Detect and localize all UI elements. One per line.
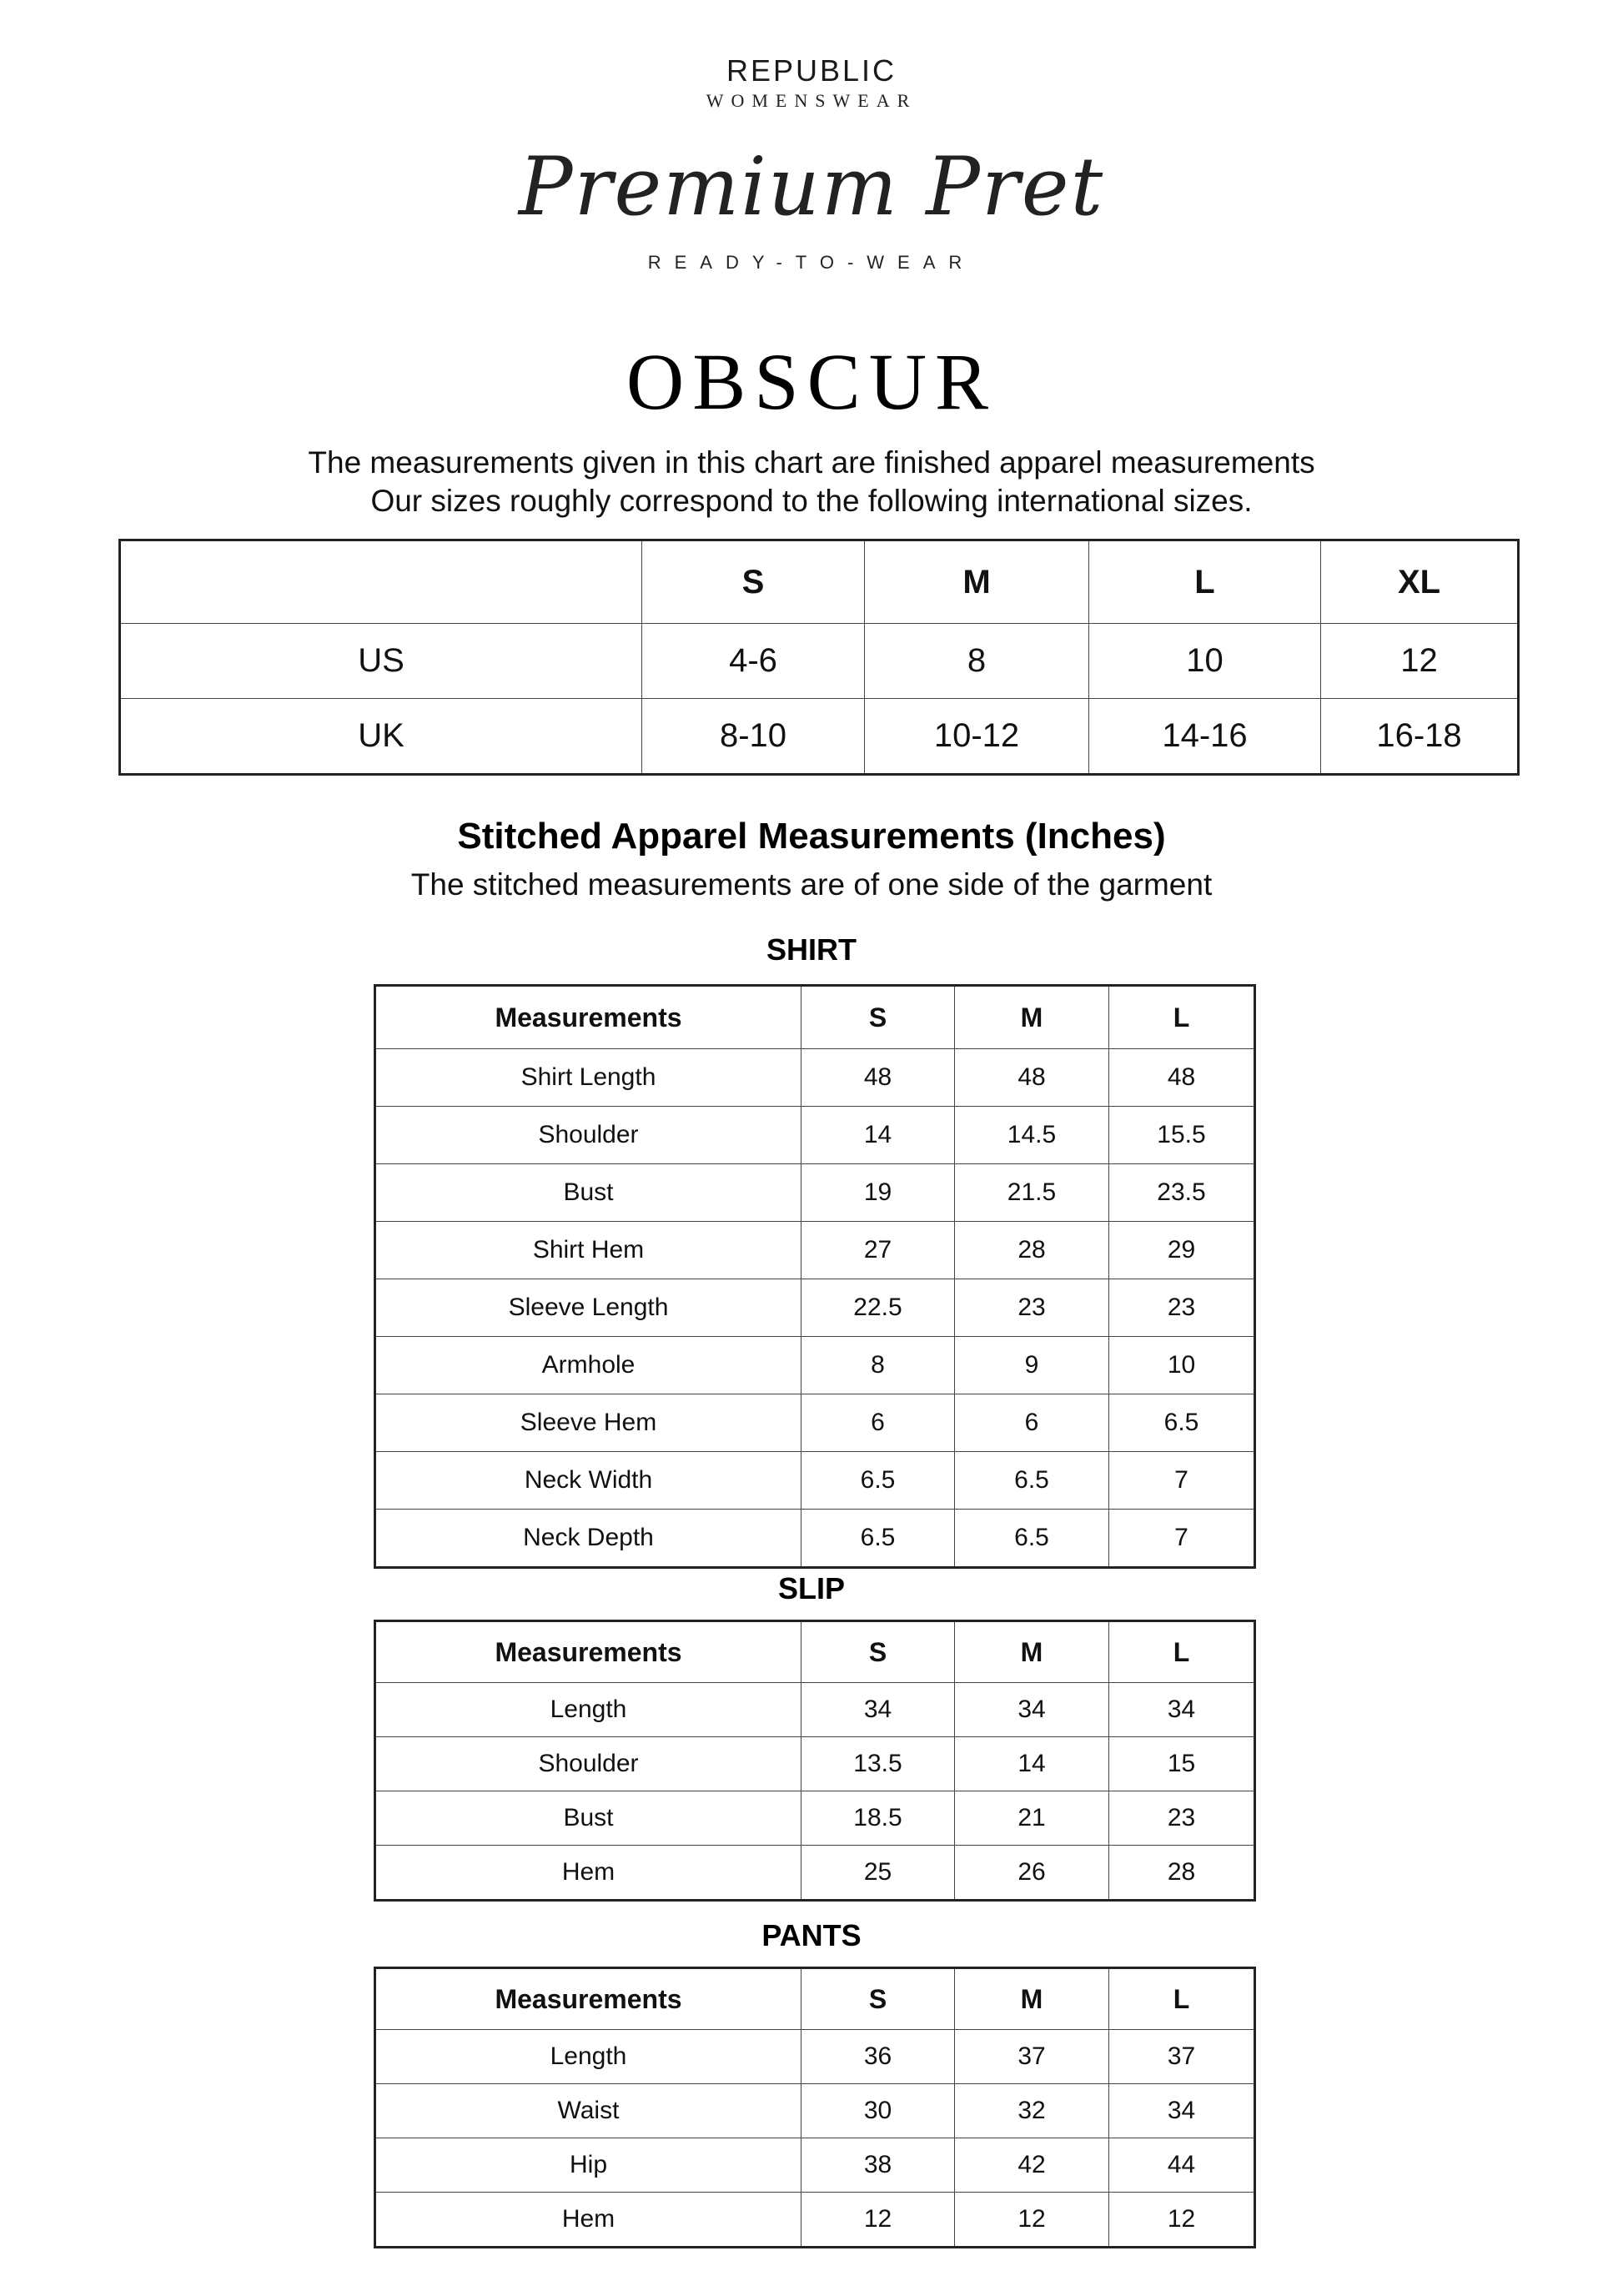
table-header-cell: M: [955, 986, 1109, 1049]
row-label: Sleeve Length: [375, 1279, 801, 1337]
intro-line-1: The measurements given in this chart are finished apparel measurements: [308, 445, 1315, 480]
table-header-cell: M: [865, 540, 1089, 624]
table-cell: 48: [955, 1049, 1109, 1107]
table-cell: 14-16: [1089, 699, 1321, 775]
table-cell: 38: [801, 2138, 955, 2193]
table-cell: 6.5: [801, 1452, 955, 1510]
table-cell: 28: [1109, 1846, 1255, 1901]
table-row: [375, 2084, 1255, 2138]
section-title: Stitched Apparel Measurements (Inches): [457, 816, 1166, 857]
table-header-cell: L: [1109, 1968, 1255, 2030]
section-subtitle: The stitched measurements are of one side of the garment: [410, 867, 1213, 902]
table-cell: 48: [801, 1049, 955, 1107]
table-cell: 10-12: [865, 699, 1089, 775]
intro-line-2: Our sizes roughly correspond to the following international sizes.: [370, 484, 1253, 518]
table-cell: 23: [955, 1279, 1109, 1337]
row-label: Hem: [375, 2193, 801, 2248]
table-row: [375, 1222, 1255, 1279]
table-cell: 8-10: [642, 699, 865, 775]
table-header-cell: S: [801, 1968, 955, 2030]
table-cell: 48: [1109, 1049, 1255, 1107]
table-cell: 23: [1109, 1279, 1255, 1337]
table-row: [375, 1164, 1255, 1222]
table-cell: 27: [801, 1222, 955, 1279]
row-label: Shoulder: [375, 1737, 801, 1791]
table-cell: 12: [955, 2193, 1109, 2248]
table-cell: 6.5: [1109, 1394, 1255, 1452]
table-row: [120, 624, 1519, 699]
table-row: [375, 1394, 1255, 1452]
table-header-cell: L: [1089, 540, 1321, 624]
pants-table-title: PANTS: [761, 1918, 862, 1952]
table-header-cell: Measurements: [375, 1621, 801, 1683]
table-cell: 44: [1109, 2138, 1255, 2193]
table-cell: 23.5: [1109, 1164, 1255, 1222]
brand-name: REPUBLIC: [726, 53, 897, 88]
table-cell: 22.5: [801, 1279, 955, 1337]
table-header-cell: L: [1109, 1621, 1255, 1683]
row-label: Length: [375, 1683, 801, 1737]
shirt-measurement-table: [374, 984, 1256, 1569]
table-cell: 30: [801, 2084, 955, 2138]
table-cell: 21.5: [955, 1164, 1109, 1222]
row-label: UK: [120, 699, 642, 775]
table-header-row: [120, 540, 1519, 624]
table-cell: 37: [955, 2030, 1109, 2084]
table-row: [375, 1107, 1255, 1164]
table-cell: 6.5: [955, 1510, 1109, 1568]
table-cell: 42: [955, 2138, 1109, 2193]
table-cell: 23: [1109, 1791, 1255, 1846]
table-cell: 10: [1109, 1337, 1255, 1394]
table-row: [375, 1683, 1255, 1737]
table-cell: 10: [1089, 624, 1321, 699]
table-cell: 32: [955, 2084, 1109, 2138]
table-cell: 12: [801, 2193, 955, 2248]
row-label: Hip: [375, 2138, 801, 2193]
table-header-cell: M: [955, 1621, 1109, 1683]
table-cell: 36: [801, 2030, 955, 2084]
table-cell: 6: [801, 1394, 955, 1452]
table-header-row: [375, 1968, 1255, 2030]
table-row: [375, 1337, 1255, 1394]
international-size-table: [118, 539, 1520, 776]
table-cell: 37: [1109, 2030, 1255, 2084]
table-cell: 12: [1321, 624, 1519, 699]
table-cell: 18.5: [801, 1791, 955, 1846]
table-header-row: [375, 1621, 1255, 1683]
table-header-cell: Measurements: [375, 1968, 801, 2030]
shirt-table-title: SHIRT: [766, 932, 857, 967]
table-cell: 25: [801, 1846, 955, 1901]
table-row: [375, 1279, 1255, 1337]
slip-table-title: SLIP: [777, 1571, 845, 1605]
table-cell: 19: [801, 1164, 955, 1222]
table-cell: 12: [1109, 2193, 1255, 2248]
pants-measurement-table: [374, 1967, 1256, 2248]
table-row: [375, 1452, 1255, 1510]
table-cell: 14: [801, 1107, 955, 1164]
brand-line-tagline: READY-TO-WEAR: [647, 252, 976, 273]
table-cell: 8: [801, 1337, 955, 1394]
row-label: Sleeve Hem: [375, 1394, 801, 1452]
row-label: Hem: [375, 1846, 801, 1901]
row-label: Neck Depth: [375, 1510, 801, 1568]
brand-subname: WOMENSWEAR: [706, 90, 917, 111]
row-label: Length: [375, 2030, 801, 2084]
slip-measurement-table: [374, 1620, 1256, 1902]
table-row: [375, 1737, 1255, 1791]
table-cell: 34: [801, 1683, 955, 1737]
table-header-cell: Measurements: [375, 986, 801, 1049]
table-cell: 16-18: [1321, 699, 1519, 775]
table-cell: 7: [1109, 1452, 1255, 1510]
row-label: Bust: [375, 1164, 801, 1222]
row-label: Shirt Length: [375, 1049, 801, 1107]
table-cell: 21: [955, 1791, 1109, 1846]
table-row: [375, 1510, 1255, 1568]
row-label: Bust: [375, 1791, 801, 1846]
table-cell: 9: [955, 1337, 1109, 1394]
table-cell: 14: [955, 1737, 1109, 1791]
table-row: [375, 1791, 1255, 1846]
table-cell: 15: [1109, 1737, 1255, 1791]
row-label: Shirt Hem: [375, 1222, 801, 1279]
table-cell: 26: [955, 1846, 1109, 1901]
table-cell: 34: [955, 1683, 1109, 1737]
table-row: [375, 2138, 1255, 2193]
table-cell: 15.5: [1109, 1107, 1255, 1164]
table-cell: 7: [1109, 1510, 1255, 1568]
table-header-cell: L: [1109, 986, 1255, 1049]
table-cell: 14.5: [955, 1107, 1109, 1164]
row-label: Shoulder: [375, 1107, 801, 1164]
table-row: [375, 2030, 1255, 2084]
row-label: Neck Width: [375, 1452, 801, 1510]
table-cell: 13.5: [801, 1737, 955, 1791]
table-header-cell: M: [955, 1968, 1109, 2030]
table-row: [375, 2193, 1255, 2248]
table-header-cell: S: [801, 986, 955, 1049]
row-label: Armhole: [375, 1337, 801, 1394]
table-header-cell: S: [801, 1621, 955, 1683]
table-cell: 6.5: [955, 1452, 1109, 1510]
table-cell: 6: [955, 1394, 1109, 1452]
table-cell: 34: [1109, 2084, 1255, 2138]
row-label: Waist: [375, 2084, 801, 2138]
table-cell: 34: [1109, 1683, 1255, 1737]
table-cell: 28: [955, 1222, 1109, 1279]
table-cell: 8: [865, 624, 1089, 699]
table-header-cell: S: [642, 540, 865, 624]
table-header-row: [375, 986, 1255, 1049]
table-row: [375, 1049, 1255, 1107]
table-row: [375, 1846, 1255, 1901]
table-cell: 29: [1109, 1222, 1255, 1279]
table-header-cell: XL: [1321, 540, 1519, 624]
collection-title: OBSCUR: [626, 337, 997, 426]
row-label: US: [120, 624, 642, 699]
table-cell: 4-6: [642, 624, 865, 699]
table-cell: 6.5: [801, 1510, 955, 1568]
table-header-cell: [120, 540, 642, 624]
table-row: [120, 699, 1519, 775]
brand-line-logo: Premium Pret: [518, 140, 1105, 234]
